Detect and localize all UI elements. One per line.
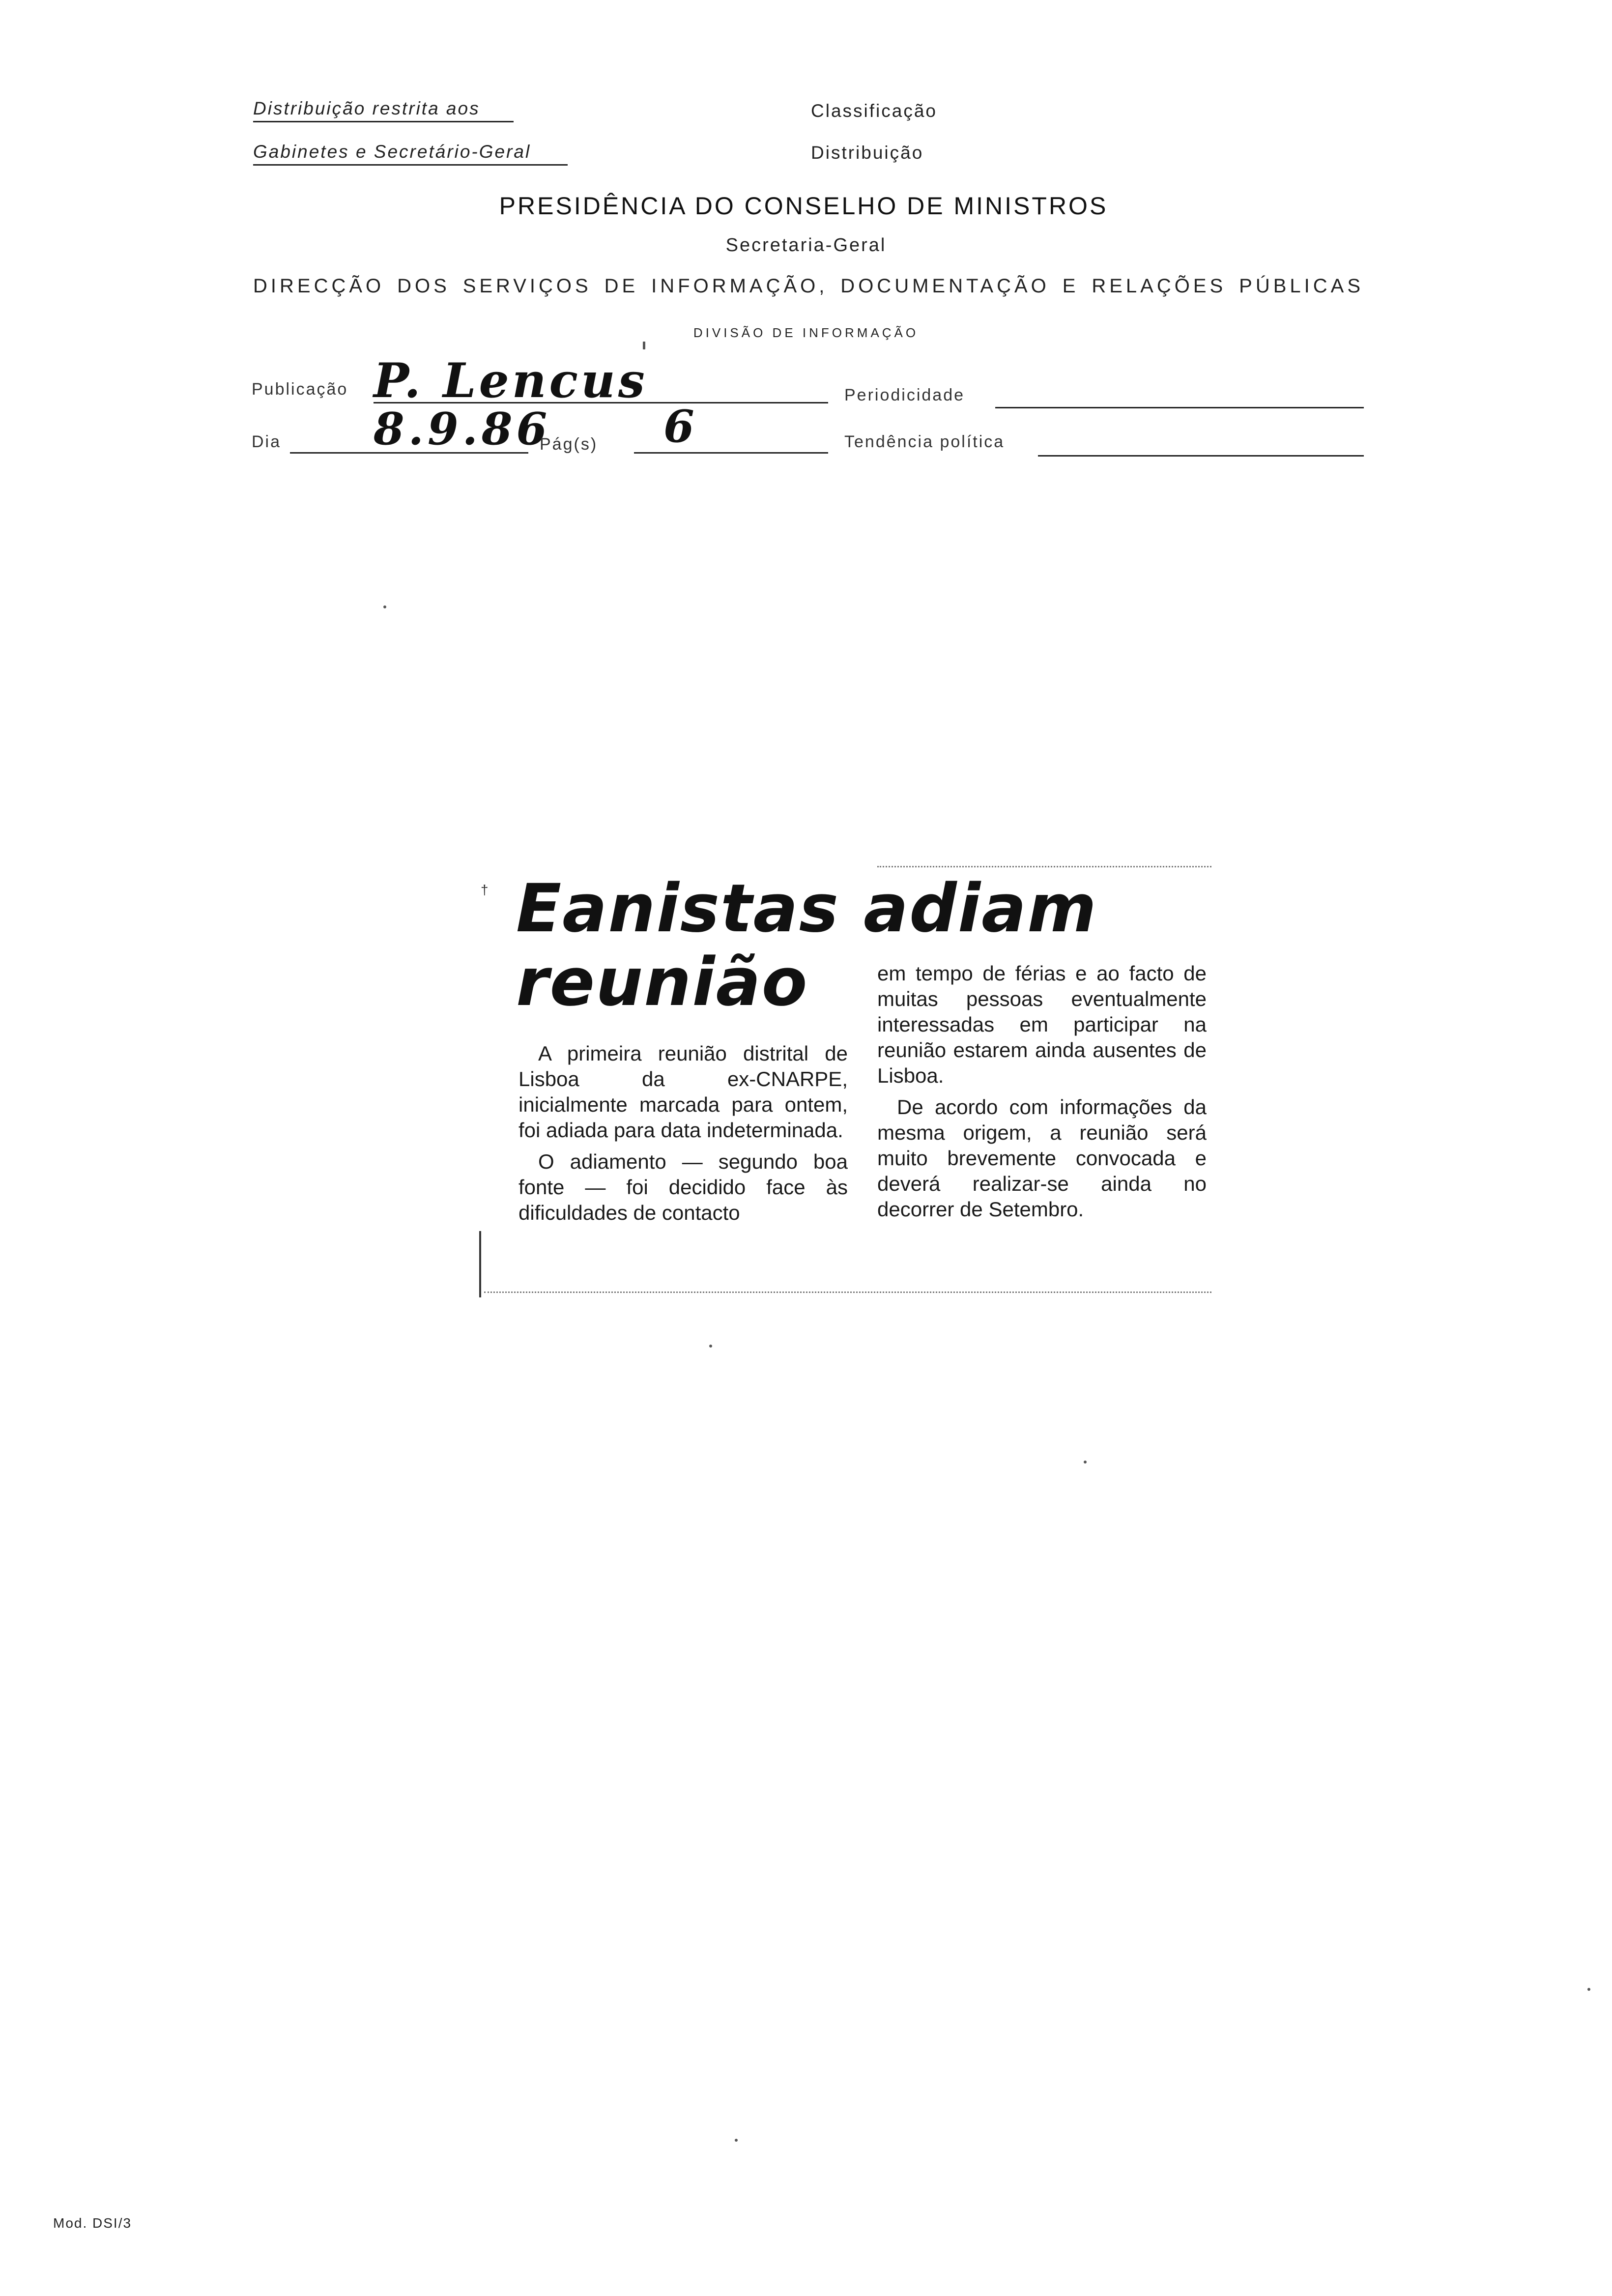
day-label: Dia — [252, 432, 282, 451]
scan-speck — [1587, 1988, 1590, 1991]
political-tendency-label: Tendência política — [844, 432, 1005, 451]
periodicity-line — [995, 407, 1364, 408]
classification-label: Classificação — [811, 101, 937, 121]
article-headline-line2: reunião — [516, 944, 808, 1021]
institution-title-text: PRESIDÊNCIA DO CONSELHO DE MINISTROS — [499, 192, 1108, 220]
scan-speck — [383, 605, 386, 608]
periodicity-label: Periodicidade — [844, 386, 965, 404]
secretariat-subtitle: Secretaria-Geral — [725, 235, 887, 256]
publication-handwritten-value: P. Lencus — [374, 353, 648, 408]
scan-speck — [709, 1345, 712, 1348]
article-column-1 — [518, 1041, 848, 1232]
scan-speck — [1084, 1461, 1087, 1464]
publication-label: Publicação — [252, 380, 348, 399]
distribution-label: Distribuição — [811, 143, 924, 163]
article-paragraph: O adiamento — segundo boa fonte — foi decidido face às dificuldades de contacto — [518, 1150, 848, 1224]
pages-label: Pág(s) — [540, 435, 598, 454]
article-paragraph: em tempo de férias e ao facto de muitas pessoas eventualmente interessadas em participar na reunião estarem ainda ausentes de Lisboa. — [877, 962, 1207, 1087]
clipping-bottom-edge — [484, 1292, 1211, 1293]
directorate-line: DIRECÇÃO DOS SERVIÇOS DE INFORMAÇÃO, DOCUMENTAÇÃO E RELAÇÕES PÚBLICAS — [253, 275, 1364, 297]
day-handwritten-value: 8.9.86 — [374, 403, 551, 455]
article-headline-line1: Eanistas adiam — [516, 870, 1097, 947]
form-code: Mod. DSI/3 — [53, 2215, 132, 2231]
distribution-note-line1: Distribuição restrita aos — [253, 98, 514, 122]
scan-speck — [735, 2139, 738, 2142]
article-paragraph: De acordo com informações da mesma origem, a reunião será muito brevemente convocada e deverá realizar-se ainda no decorrer de Setembro. — [877, 1095, 1207, 1221]
distribution-note-line2: Gabinetes e Secretário-Geral — [253, 142, 568, 166]
division-line: DIVISÃO DE INFORMAÇÃO — [693, 325, 919, 340]
clipping-top-edge — [877, 866, 1211, 867]
article-column-2 — [877, 961, 1207, 1228]
clipping-mark: † — [481, 882, 489, 897]
pages-handwritten-value: 6 — [663, 401, 694, 453]
scan-speck — [643, 342, 645, 349]
institution-title — [0, 192, 1612, 220]
political-tendency-line — [1038, 455, 1364, 457]
article-paragraph: A primeira reunião distrital de Lisboa da ex-CNARPE, inicialmente marcada para ontem, foi adiada para data indeterminada. — [518, 1042, 848, 1142]
clipping-left-edge — [479, 1231, 481, 1297]
